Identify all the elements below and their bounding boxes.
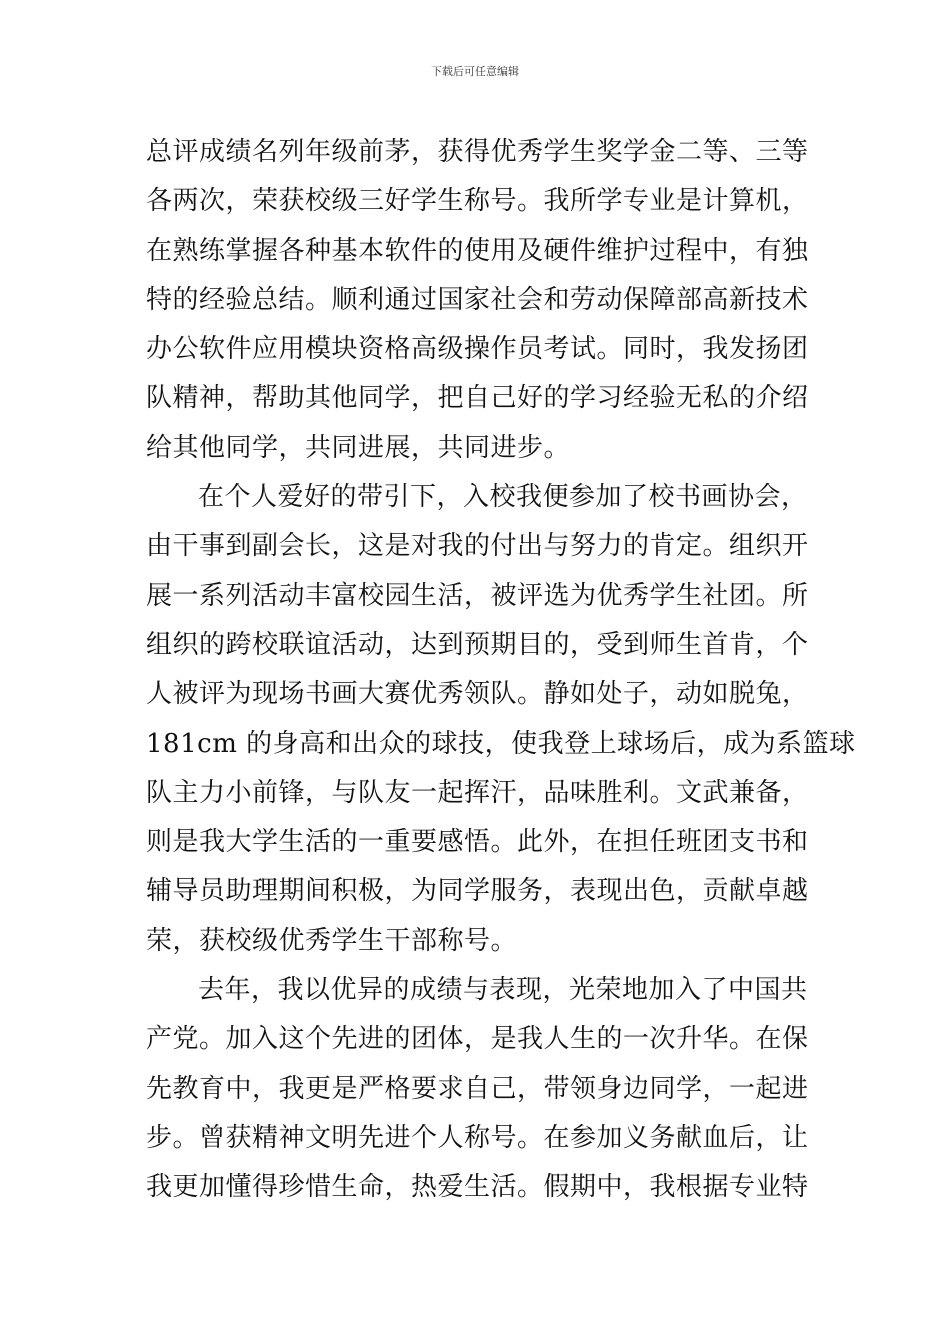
text-line: 则是我大学生活的一重要感悟。此外，在担任班团支书和 (146, 827, 809, 858)
text-line: 181cm 的身高和出众的球技，使我登上球场后，成为系篮球 (146, 728, 856, 759)
document-body (146, 128, 856, 1213)
text-line: 给其他同学，共同进展，共同进步。 (146, 432, 571, 463)
text-line: 步。曾获精神文明先进个人称号。在参加义务献血后，让 (146, 1122, 809, 1153)
text-line: 办公软件应用模块资格高级操作员考试。同时，我发扬团 (146, 334, 809, 365)
text-line: 总评成绩名列年级前茅，获得优秀学生奖学金二等、三等 (146, 137, 809, 167)
paragraph-1 (146, 128, 826, 473)
text-line: 荣，获校级优秀学生干部称号。 (146, 925, 518, 956)
text-line: 队精神，帮助其他同学，把自己好的学习经验无私的介绍 (146, 383, 809, 414)
paragraph-2 (146, 473, 856, 966)
text-line: 各两次，荣获校级三好学生称号。我所学专业是计算机， (146, 186, 809, 217)
text-line: 先教育中，我更是严格要求自己，带领身边同学，一起进 (146, 1073, 809, 1104)
text-line: 我更加懂得珍惜生命，热爱生活。假期中，我根据专业特 (146, 1172, 809, 1203)
text-line: 人被评为现场书画大赛优秀领队。静如处子，动如脱兔， (146, 679, 809, 710)
text-line: 在熟练掌握各种基本软件的使用及硬件维护过程中，有独 (146, 235, 809, 266)
text-line: 组织的跨校联谊活动，达到预期目的，受到师生首肯，个 (146, 629, 809, 660)
text-line: 产党。加入这个先进的团体，是我人生的一次升华。在保 (146, 1024, 809, 1055)
paragraph-3 (146, 966, 826, 1212)
text-line: 展一系列活动丰富校园生活，被评选为优秀学生社团。所 (146, 580, 809, 611)
page-header: 下载后可任意编辑 (431, 65, 519, 78)
text-line: 在个人爱好的带引下，入校我便参加了校书画协会， (198, 482, 808, 513)
text-line: 去年，我以优异的成绩与表现，光荣地加入了中国共 (198, 975, 808, 1006)
text-line: 辅导员助理期间积极，为同学服务，表现出色，贡献卓越 (146, 876, 809, 907)
text-line: 由干事到副会长，这是对我的付出与努力的肯定。组织开 (146, 531, 809, 562)
text-line: 特的经验总结。顺利通过国家社会和劳动保障部高新技术 (146, 284, 809, 315)
text-line: 队主力小前锋，与队友一起挥汗，品味胜利。文武兼备， (146, 777, 809, 808)
